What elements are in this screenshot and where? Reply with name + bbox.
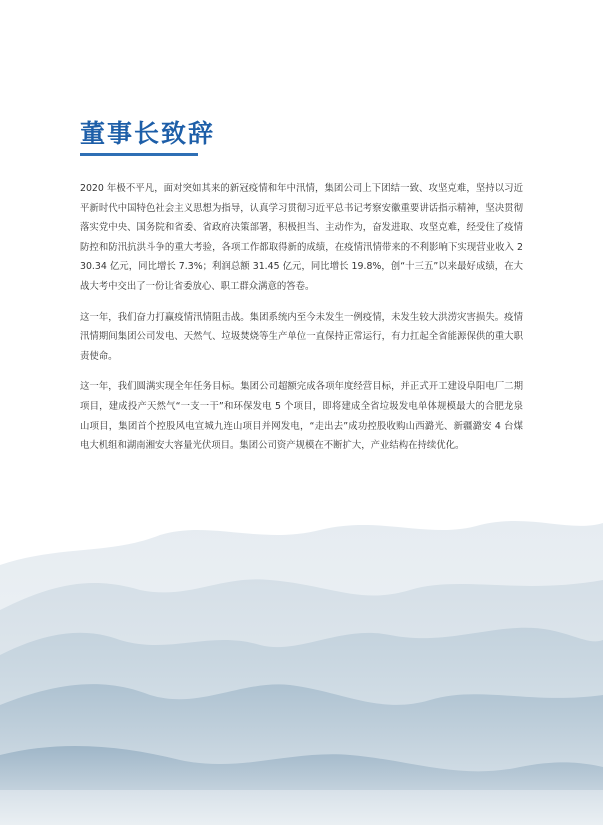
page-title: 董事长致辞 [80,119,216,148]
mountain-landscape-background [0,505,603,825]
paragraph-3: 这一年，我们圆满实现全年任务目标。集团公司超额完成各项年度经营目标，并正式开工建设阜阳电厂二期项目，建成投产天然气“一支一干”和环保发电 5 个项目，即将建成全省垃圾发电单体规模最大的合肥龙泉山项目，集团首个控股风电宣城九连山项目并网发电，“走出去”成功控股收购山西潞光、新疆潞安 4 台煤电大机组和湖南湘安大容量光伏项目。集团公司资产规模在不断扩大，产业结构在持续优化。 [80,381,523,452]
body-text [80,179,523,467]
paragraph-2: 这一年，我们奋力打赢疫情汛情阻击战。集团系统内至今未发生一例疫情，未发生较大洪涝灾害损失。疫情汛情期间集团公司发电、天然气、垃圾焚烧等生产单位一直保持正常运行，有力扛起全省能源保供的重大职责使命。 [80,311,523,362]
title-underline [80,153,198,156]
paragraph-1: 2020 年极不平凡，面对突如其来的新冠疫情和年中汛情，集团公司上下团结一致、攻坚克难，坚持以习近平新时代中国特色社会主义思想为指导，认真学习贯彻习近平总书记考察安徽重要讲话指示精神，坚决贯彻落实党中央、国务院和省委、省政府决策部署，积极担当、主动作为，奋发进取、攻坚克难，经受住了疫情防控和防汛抗洪斗争的重大考验，各项工作都取得新的成绩，在疫情汛情带来的不利影响下实现营业收入 230.34 亿元，同比增长 7.3%；利润总额 31.45 亿元，同比增长 19.8%，创“十三五”以来最好成绩，在大战大考中交出了一份让省委放心、职工群众满意的答卷。 [80,183,523,292]
